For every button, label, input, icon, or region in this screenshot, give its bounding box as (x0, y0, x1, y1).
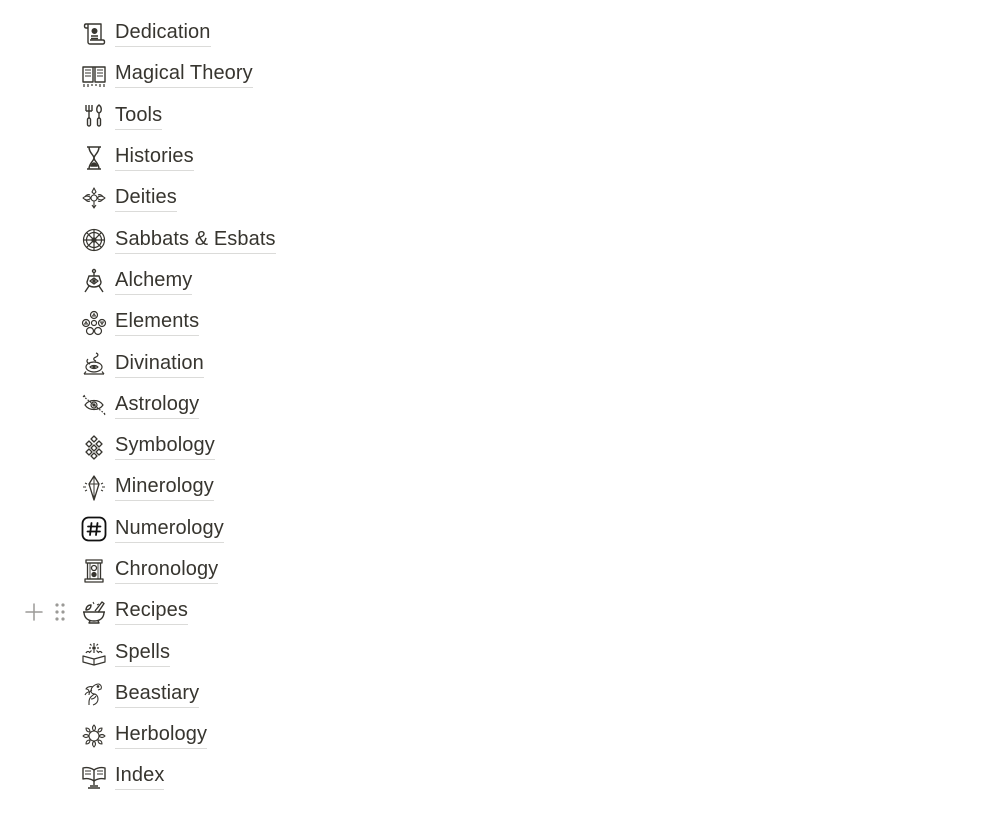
page-link-list (81, 13, 276, 798)
book-stand-icon (81, 764, 107, 790)
deity-emblem-icon (81, 186, 107, 212)
page-link-magical-theory[interactable] (81, 54, 276, 95)
page-link-label: Astrology (115, 392, 199, 419)
page-link-label: Numerology (115, 516, 224, 543)
page-link-label: Herbology (115, 722, 207, 749)
eye-orbit-icon (81, 392, 107, 418)
page-link-chronology[interactable] (81, 550, 276, 591)
page-link-label: Index (115, 763, 164, 790)
page-link-label: Magical Theory (115, 61, 253, 88)
page-link-alchemy[interactable] (81, 261, 276, 302)
page-link-spells[interactable] (81, 632, 276, 673)
page-link-label: Alchemy (115, 268, 192, 295)
page-link-histories[interactable] (81, 137, 276, 178)
page-link-label: Symbology (115, 433, 215, 460)
page-link-index[interactable] (81, 756, 276, 797)
page-link-label: Chronology (115, 557, 218, 584)
spell-book-icon (81, 640, 107, 666)
page-link-deities[interactable] (81, 178, 276, 219)
scroll-icon (81, 21, 107, 47)
page-link-label: Divination (115, 351, 204, 378)
page-link-divination[interactable] (81, 343, 276, 384)
hourglass-icon (81, 145, 107, 171)
dragon-icon (81, 681, 107, 707)
page-link-label: Tools (115, 103, 162, 130)
hashtag-icon (81, 516, 107, 542)
add-block-icon[interactable] (24, 602, 44, 622)
page-link-astrology[interactable] (81, 385, 276, 426)
page-link-label: Recipes (115, 598, 188, 625)
page-link-symbology[interactable] (81, 426, 276, 467)
elements-circles-icon (81, 310, 107, 336)
page-link-label: Sabbats & Esbats (115, 227, 276, 254)
wheel-of-year-icon (81, 227, 107, 253)
drag-handle-icon[interactable] (54, 601, 66, 623)
page-link-herbology[interactable] (81, 715, 276, 756)
page-link-label: Deities (115, 185, 177, 212)
page-link-dedication[interactable] (81, 13, 276, 54)
endless-knot-icon (81, 434, 107, 460)
page-link-recipes[interactable] (81, 591, 276, 632)
clock-tower-icon (81, 558, 107, 584)
page-link-beastiary[interactable] (81, 674, 276, 715)
page-link-label: Dedication (115, 20, 211, 47)
mortar-pestle-icon (81, 599, 107, 625)
page-link-tools[interactable] (81, 96, 276, 137)
page-link-elements[interactable] (81, 302, 276, 343)
alchemy-flask-icon (81, 268, 107, 294)
flower-icon (81, 723, 107, 749)
page-link-label: Histories (115, 144, 194, 171)
crystal-ball-icon (81, 351, 107, 377)
page-link-label: Spells (115, 640, 170, 667)
page-link-minerology[interactable] (81, 467, 276, 508)
garden-tools-icon (81, 103, 107, 129)
open-book-icon (81, 62, 107, 88)
crystal-icon (81, 475, 107, 501)
page-link-numerology[interactable] (81, 509, 276, 550)
block-handle-group (24, 601, 66, 623)
page-link-label: Minerology (115, 474, 214, 501)
page-link-sabbats-esbats[interactable] (81, 219, 276, 260)
page-link-label: Beastiary (115, 681, 199, 708)
page-link-label: Elements (115, 309, 199, 336)
